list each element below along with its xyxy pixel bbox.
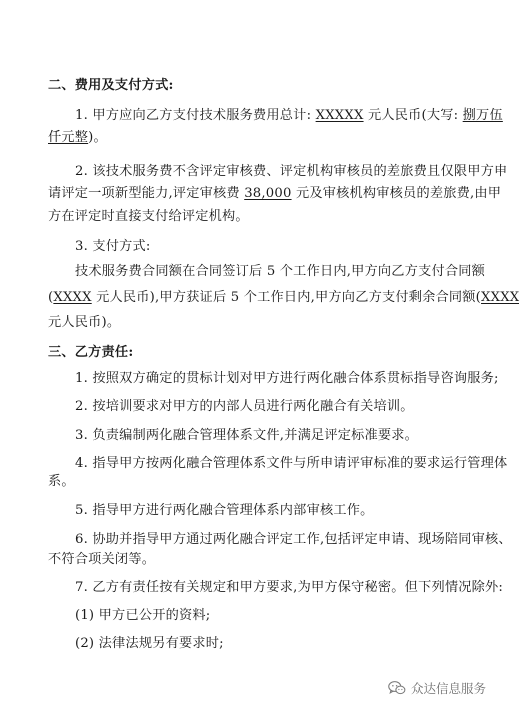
section-3-heading: 三、乙方责任: <box>48 345 134 360</box>
review-fee-amount: 38,000 <box>244 186 292 201</box>
section-3-item-7-sub-1: (1) 甲方已公开的资料; <box>75 608 211 623</box>
section-3-item-4-line-2: 系。 <box>48 474 75 489</box>
watermark-text: 众达信息服务 <box>410 681 486 696</box>
section-3-item-7-sub-2: (2) 法律法规另有要求时; <box>75 636 224 651</box>
section-2-item-1-line-2: 仟元整)。 <box>48 130 107 145</box>
service-fee-amount: XXXXX <box>315 108 364 123</box>
section-3-item-4-line-1: 4. 指导甲方按两化融合管理体系文件与所申请评审标准的要求运行管理体 <box>75 456 508 471</box>
section-3-item-2: 2. 按培训要求对甲方的内部人员进行两化融合有关培训。 <box>75 399 414 414</box>
section-2-item-3-line-2: (XXXX 元人民币),甲方获证后 5 个工作日内,甲方向乙方支付剩余合同额(XXXX <box>48 290 519 305</box>
amount-in-words-part-2: 仟元整 <box>48 130 89 145</box>
section-3-item-6-line-1: 6. 协助并指导甲方通过两化融合评定工作,包括评定申请、现场陪同审核、 <box>75 532 512 547</box>
section-2-item-3-line-3: 元人民币)。 <box>48 315 121 330</box>
section-3-item-5: 5. 指导甲方进行两化融合管理体系内部审核工作。 <box>75 503 374 518</box>
section-2-item-1-line-1: 1. 甲方应向乙方支付技术服务费用总计: XXXXX 元人民币(大写: 捌万伍 <box>75 108 503 123</box>
first-payment-amount: XXXX <box>53 290 92 305</box>
section-3-item-7: 7. 乙方有责任按有关规定和甲方要求,为甲方保守秘密。但下列情况除外: <box>75 580 504 595</box>
section-3-item-1: 1. 按照双方确定的贯标计划对甲方进行两化融合体系贯标指导咨询服务; <box>75 371 499 386</box>
section-2-heading: 二、费用及支付方式: <box>48 78 174 93</box>
wechat-icon <box>388 680 406 696</box>
section-2-item-2-line-3: 方在评定时直接支付给评定机构。 <box>48 209 249 224</box>
section-2-item-2-line-1: 2. 该技术服务费不含评定审核费、评定机构审核员的差旅费且仅限甲方申 <box>75 164 508 179</box>
remaining-payment-amount: XXXX <box>481 290 519 305</box>
section-2-item-2-line-2: 请评定一项新型能力,评定审核费 38,000 元及审核机构审核员的差旅费,由甲 <box>48 186 502 201</box>
section-3-item-3: 3. 负责编制两化融合管理体系文件,并满足评定标准要求。 <box>75 428 419 443</box>
section-3-item-6-line-2: 不符合项关闭等。 <box>48 552 156 567</box>
section-2-item-3-line-1: 技术服务费合同额在合同签订后 5 个工作日内,甲方向乙方支付合同额 <box>75 264 486 279</box>
section-2-item-3-label: 3. 支付方式: <box>75 239 151 254</box>
amount-in-words-part-1: 捌万伍 <box>462 108 503 123</box>
watermark <box>388 679 486 697</box>
